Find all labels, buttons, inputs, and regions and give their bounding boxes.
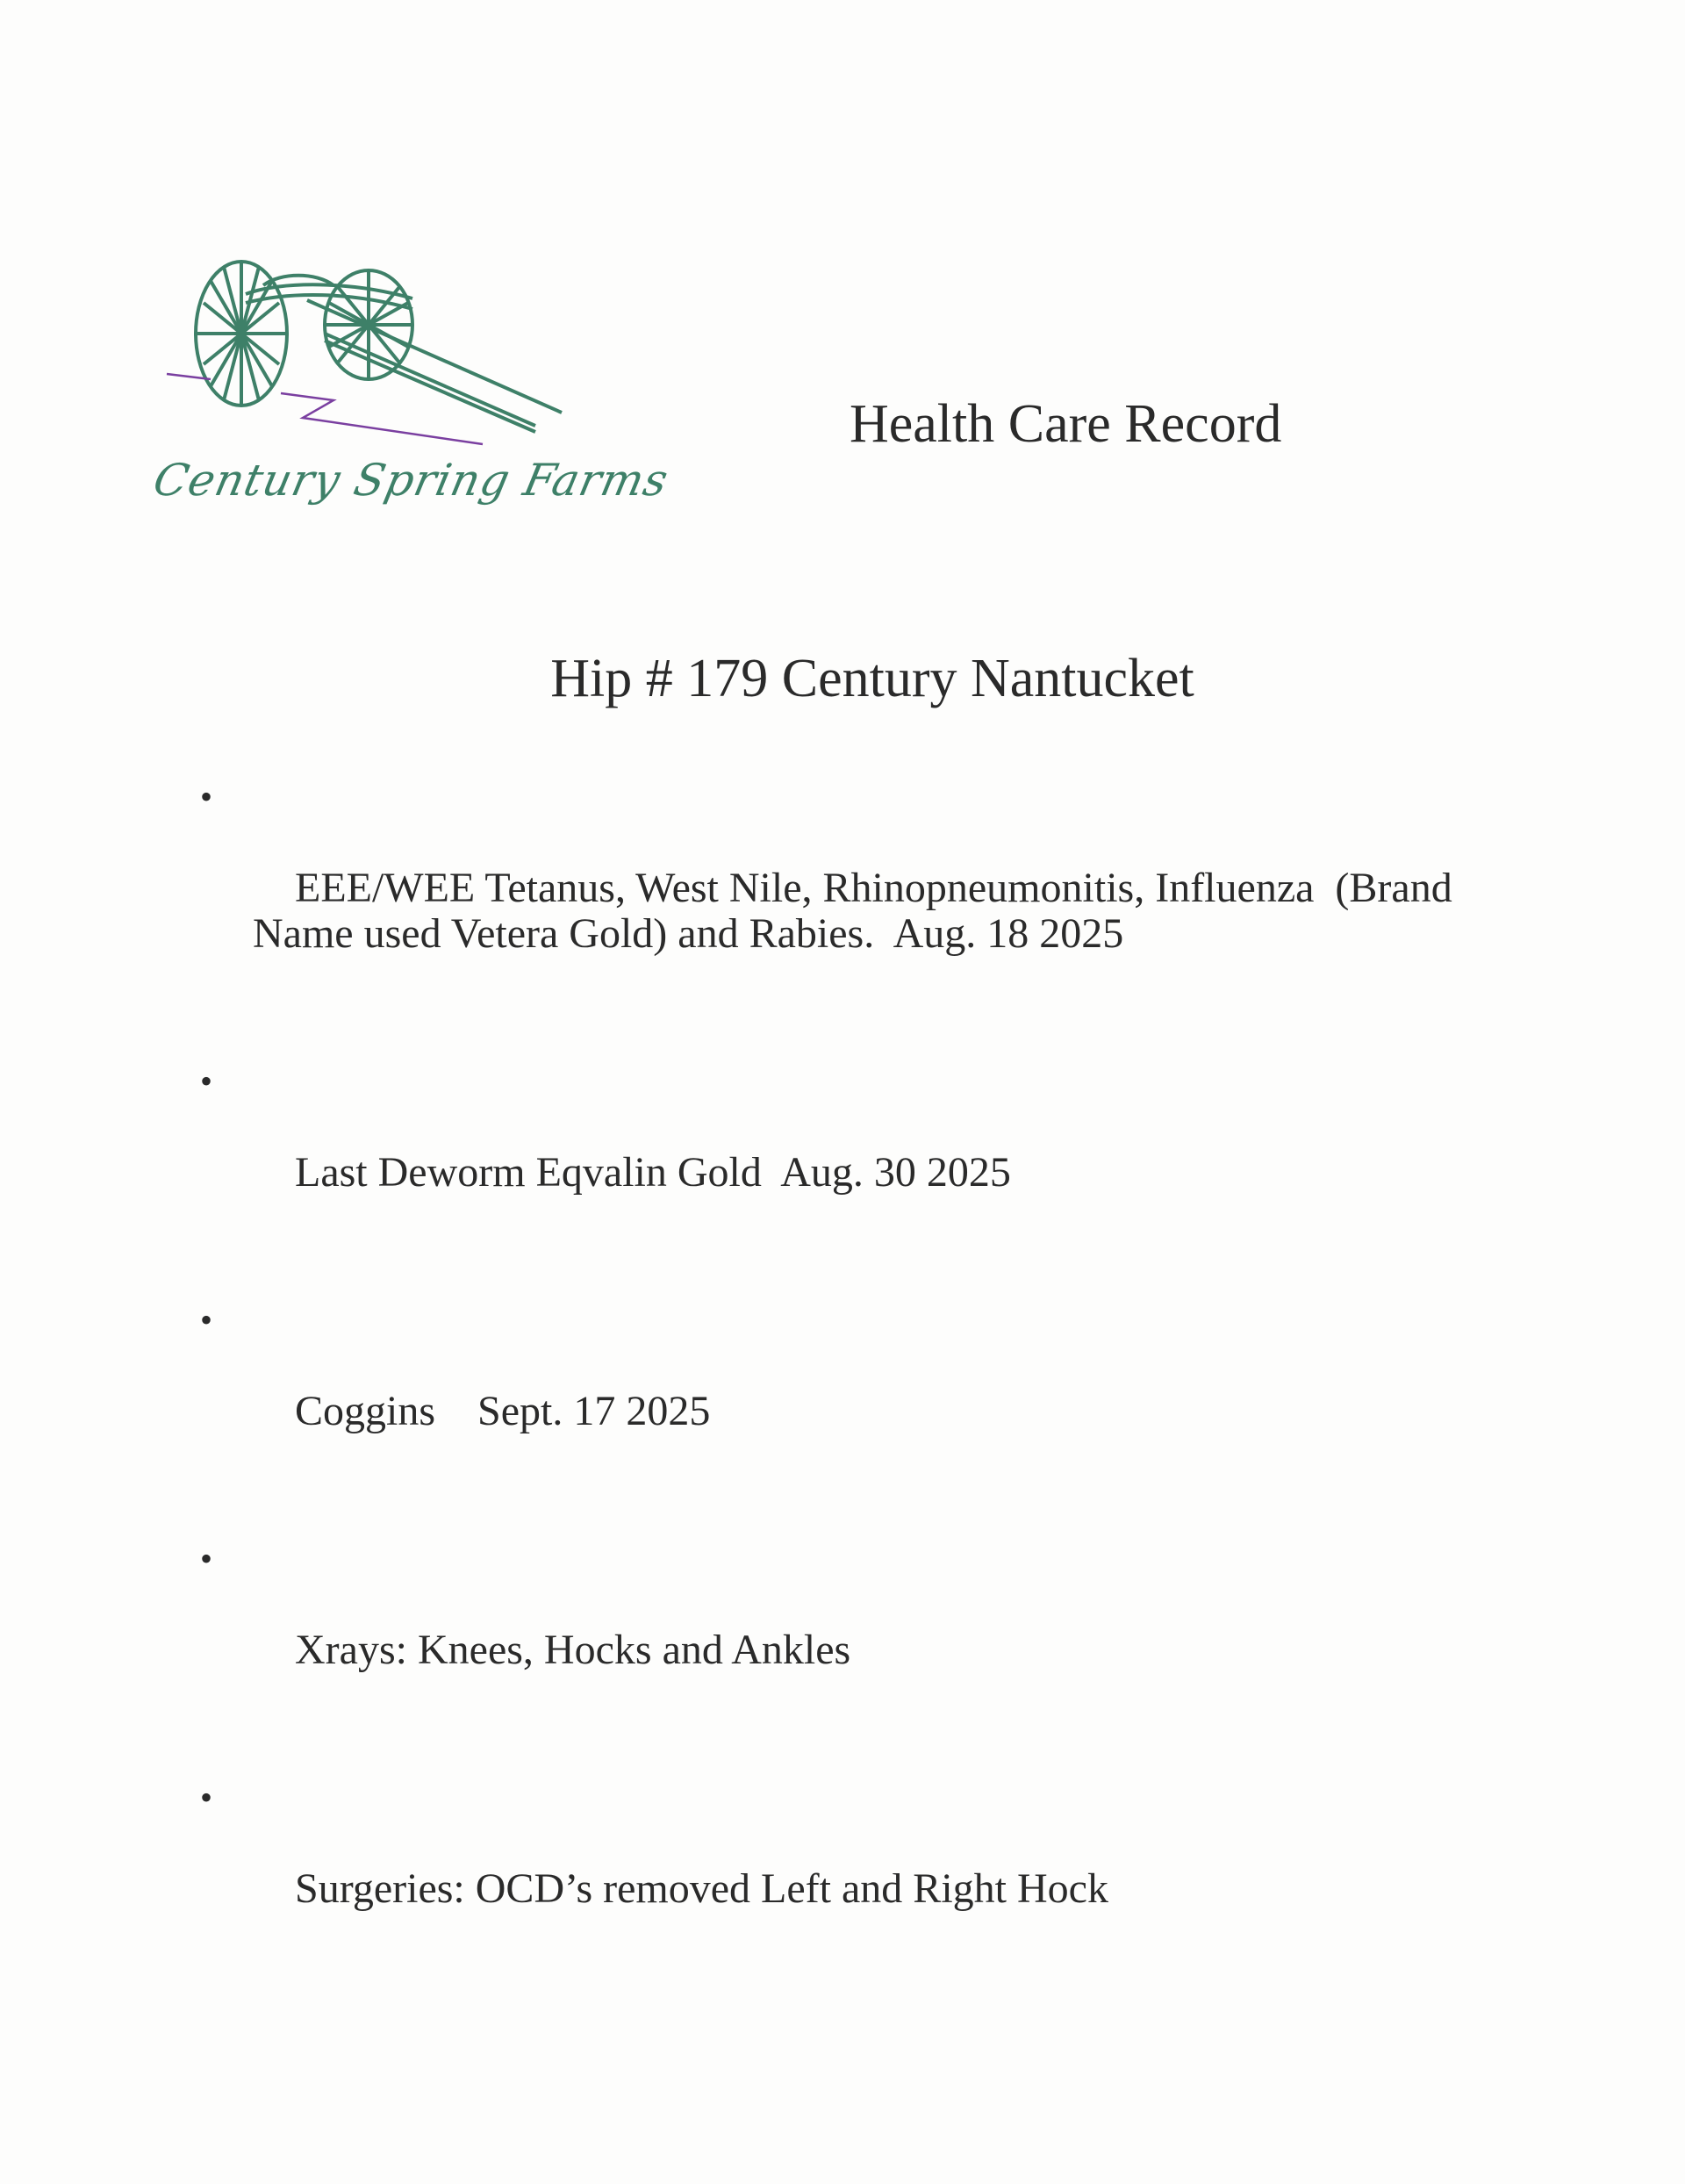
list-item bbox=[200, 1536, 1516, 1719]
list-item bbox=[200, 1775, 1516, 1958]
record-entry-coggins: Coggins Sept. 17 2025 bbox=[295, 1388, 711, 1434]
record-entry-surgeries: Surgeries: OCD’s removed Left and Right Hock bbox=[295, 1865, 1108, 1912]
record-entry-xrays: Xrays: Knees, Hocks and Ankles bbox=[295, 1627, 851, 1673]
bullet-icon: • bbox=[200, 777, 213, 816]
sulky-cart-icon bbox=[149, 246, 623, 456]
bullet-icon: • bbox=[200, 1539, 213, 1578]
page-title: Health Care Record bbox=[850, 394, 1282, 454]
health-record-list bbox=[200, 774, 1516, 2014]
horse-heading: Hip # 179 Century Nantucket bbox=[550, 649, 1194, 708]
bullet-icon: • bbox=[200, 1300, 213, 1340]
list-item bbox=[200, 774, 1516, 1002]
list-item bbox=[200, 1297, 1516, 1480]
bullet-icon: • bbox=[200, 1778, 213, 1817]
bullet-icon: • bbox=[200, 1061, 213, 1101]
record-entry-vaccinations: EEE/WEE Tetanus, West Nile, Rhinopneumonitis, Influenza (Brand Name used Vetera Gold) and Rabies. Aug. 18 2025 bbox=[253, 865, 1463, 957]
logo-text: Century Spring Farms bbox=[148, 455, 673, 506]
farm-logo bbox=[148, 246, 673, 544]
list-item bbox=[200, 1059, 1516, 1241]
record-entry-deworm: Last Deworm Eqvalin Gold Aug. 30 2025 bbox=[295, 1149, 1011, 1196]
